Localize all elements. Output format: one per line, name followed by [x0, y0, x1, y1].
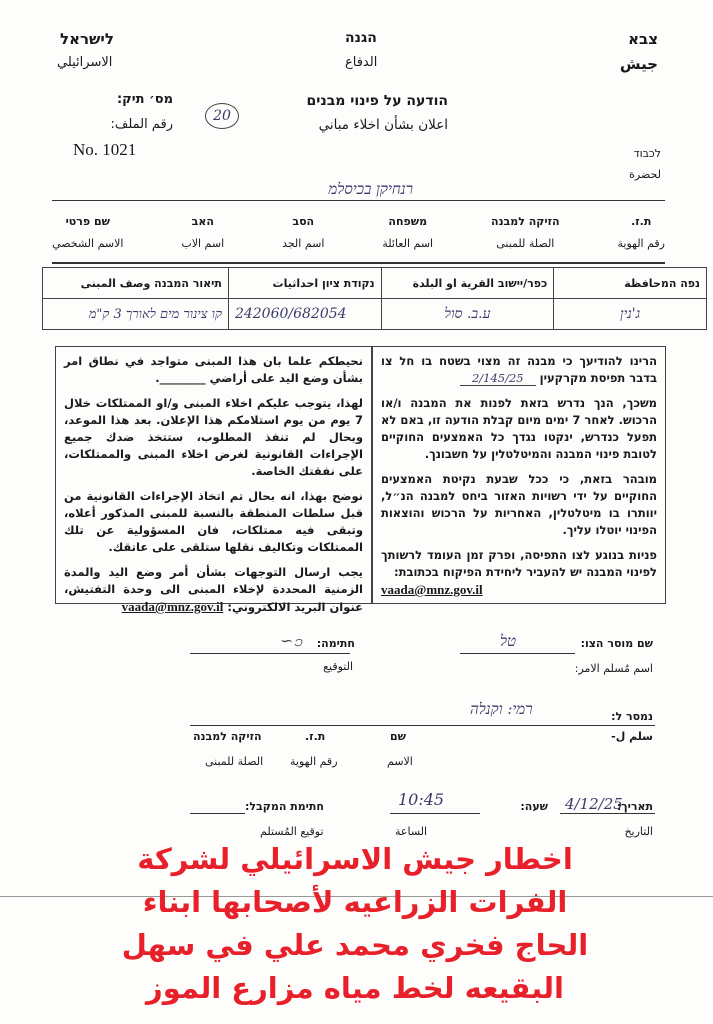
file-number: 20: [205, 103, 239, 129]
signature-label-ar: التوقيع: [323, 660, 353, 673]
time-value: 10:45: [398, 790, 445, 809]
delivered-to-line: [190, 725, 655, 726]
hebrew-p4: פניות בנוגע לצו התפיסה, ופרק זמן העומד לרשותך לפינוי המבנה יש להעביר ליחידת הפיקוח בכתובת:: [381, 548, 657, 579]
delivered-to-label-ar: سلم ل-: [611, 730, 653, 743]
header-center-he: הגנה: [345, 30, 377, 46]
name-label-he: שם: [390, 730, 407, 743]
caption-line: الحاج فخري محمد علي في سهل: [121, 928, 589, 962]
header-right-ar: جيش: [619, 55, 658, 73]
hebrew-email-link[interactable]: vaada@mnz.gov.il: [381, 582, 483, 597]
hebrew-notice-box: [372, 346, 666, 604]
arabic-p3: نوضح بهذا، انه بحال تم اتخاذ الإجراءات القانونية من قبل سلطات المنطقة بالنسبة للمبنى المذكور أعلاه، وتبقى فيه ممتلكات، فان المسؤولية عن تلك الممتلكات وتكاليف نقلها ستلقى على عاتقك.: [64, 489, 363, 554]
title-he: הודעה על פינוי מבנים: [306, 93, 448, 109]
field-relation: הזיקה למבנה الصلة للمبنى: [491, 215, 560, 250]
relation-label-he: הזיקה למבנה: [193, 730, 262, 743]
receiver-signature-line: [190, 813, 245, 814]
field-id: ת.ז. رقم الهوية: [617, 215, 665, 250]
table-row: [43, 299, 707, 330]
id-label-he: ת.ז.: [305, 730, 326, 743]
field-family: משפחה اسم العائلة: [382, 215, 434, 250]
document-number: No. 1021: [73, 140, 137, 159]
seizure-order-number: 2/145/25: [460, 371, 536, 386]
addressee-label-he: לכבוד: [633, 147, 661, 160]
time-label-he: שעה:: [520, 800, 548, 813]
arabic-p2: لهذا، يتوجب عليكم اخلاء المبنى و/او الممتلكات خلال 7 يوم من يوم استلامكم هذا الإعلان. بعد هذا الموعد، وبحال لم تنفذ المطلوب، ستتخذ ضدك جميع الإجراءات القانونية لغرض اخلاء المبنى والممتلكات، على نفقتك الخاصة.: [64, 396, 363, 478]
deliverer-signature: ∽ၥ: [280, 631, 303, 650]
arabic-notice-box: [55, 346, 372, 614]
field-father: האב اسم الاب: [181, 215, 225, 250]
header-description: תיאור המבנה وصف المبنى: [43, 268, 229, 299]
date-label-ar: التاريخ: [624, 825, 653, 838]
title-ar: اعلان بشأن اخلاء مباني: [318, 117, 448, 133]
field-grandfather: הסב اسم الجد: [282, 215, 325, 250]
addressee-line: [52, 200, 665, 201]
signature-label-he: חתימה:: [316, 637, 355, 650]
date-label-he: תאריך:: [616, 800, 653, 813]
file-label-ar: رقم الملف:: [110, 117, 173, 132]
hebrew-p1: הרינו להודיעך כי מבנה זה מצוי בשטח בו חל צו בדבר תפיסת מקרקעין: [381, 354, 657, 385]
cell-description: קו צינור מים לאורך 3 ק"מ: [43, 299, 229, 330]
arabic-p4: يجب ارسال التوجهات بشأن أمر وضع اليد والمدة الزمنية المحددة لإخلاء المبنى الى وحدة التفتيش، عنوان البريد الالكتروني:: [64, 565, 363, 614]
header-district: נפה המحافظة: [554, 268, 707, 299]
time-label-ar: الساعة: [395, 825, 428, 838]
header-right-he: צבא: [628, 30, 658, 48]
fields-line: [52, 262, 665, 264]
deliverer-label-he: שם מוסר הצו:: [580, 637, 653, 650]
table-header-row: [43, 268, 707, 299]
date-line: [560, 813, 655, 814]
relation-label-ar: الصلة للمبنى: [205, 755, 264, 768]
header-center-ar: الدفاع: [345, 55, 378, 70]
header-village: כפר/יישוב القرية او البلدة: [381, 268, 554, 299]
overlay-caption: [60, 838, 650, 1010]
hebrew-p3: מובהר בזאת, כי ככל שבעת נקיטת האמצעים החוקיים על ידי רשויות האזור ביחס למבנה הנ״ל, יוותרו בו מיטלטלין, האחריות על הרכוש והוצאות הפינוי יוטלו עליך.: [381, 472, 657, 537]
caption-line: اخطار جيش الاسرائيلي لشركة: [137, 842, 573, 876]
deliverer-label-ar: اسم مُسلم الامر:: [574, 662, 653, 675]
arabic-p1: نحيطكم علما بان هذا المبنى متواجد في نطاق امر بشأن وضع اليد على أراضي ________.: [64, 354, 363, 385]
delivered-to-label-he: נמסר ל:: [611, 710, 653, 723]
deliverer-name: טל: [500, 632, 517, 650]
delivered-to-name: רמי: וקנלה: [470, 700, 533, 718]
time-line: [390, 813, 480, 814]
receiver-signature-label-ar: توقيع المُستلم: [260, 825, 324, 838]
header-left-ar: الاسرائيلي: [57, 55, 113, 70]
date-value: 4/12/25: [565, 795, 623, 813]
arabic-email-link[interactable]: vaada@mnz.gov.il: [121, 599, 224, 614]
hebrew-p2: משכך, הנך נדרש בזאת לפנות את המבנה ו/או הרכוש. לאחר 7 ימים מיום קבלת הודעה זו, באם לא תפעל כנדרש, ינקטו נגדך כל האמצעים החוקיים לטובת פינוי המבנה והמיטלטלין על חשבונך.: [381, 396, 657, 461]
header-coordinates: נקודת ציון احداثيات: [228, 268, 381, 299]
signature-line: [190, 653, 350, 654]
location-table: [42, 267, 707, 330]
caption-line: الفرات الزراعيه لأصحابها ابناء: [142, 885, 568, 919]
id-label-ar: رقم الهوية: [290, 755, 338, 768]
cell-coordinates: 242060/682054: [228, 299, 381, 330]
addressee-name: רנחיקן בכיסלמ: [328, 180, 413, 198]
cell-village: ע.ב. סול: [381, 299, 554, 330]
addressee-label-ar: لحضرة: [629, 168, 661, 181]
header-left-he: לישראל: [60, 30, 114, 48]
deliverer-line: [460, 653, 575, 654]
cell-district: ג'נין: [554, 299, 707, 330]
file-label-he: מס׳ תיק:: [116, 92, 173, 107]
field-first-name: שם פרטי الاسم الشخصي: [52, 215, 124, 250]
caption-line: البقيعه لخط مياه مزارع الموز: [146, 971, 564, 1005]
receiver-signature-label-he: חתימת המקבל:: [245, 800, 324, 813]
name-label-ar: الاسم: [387, 755, 413, 768]
person-fields: [52, 215, 665, 250]
